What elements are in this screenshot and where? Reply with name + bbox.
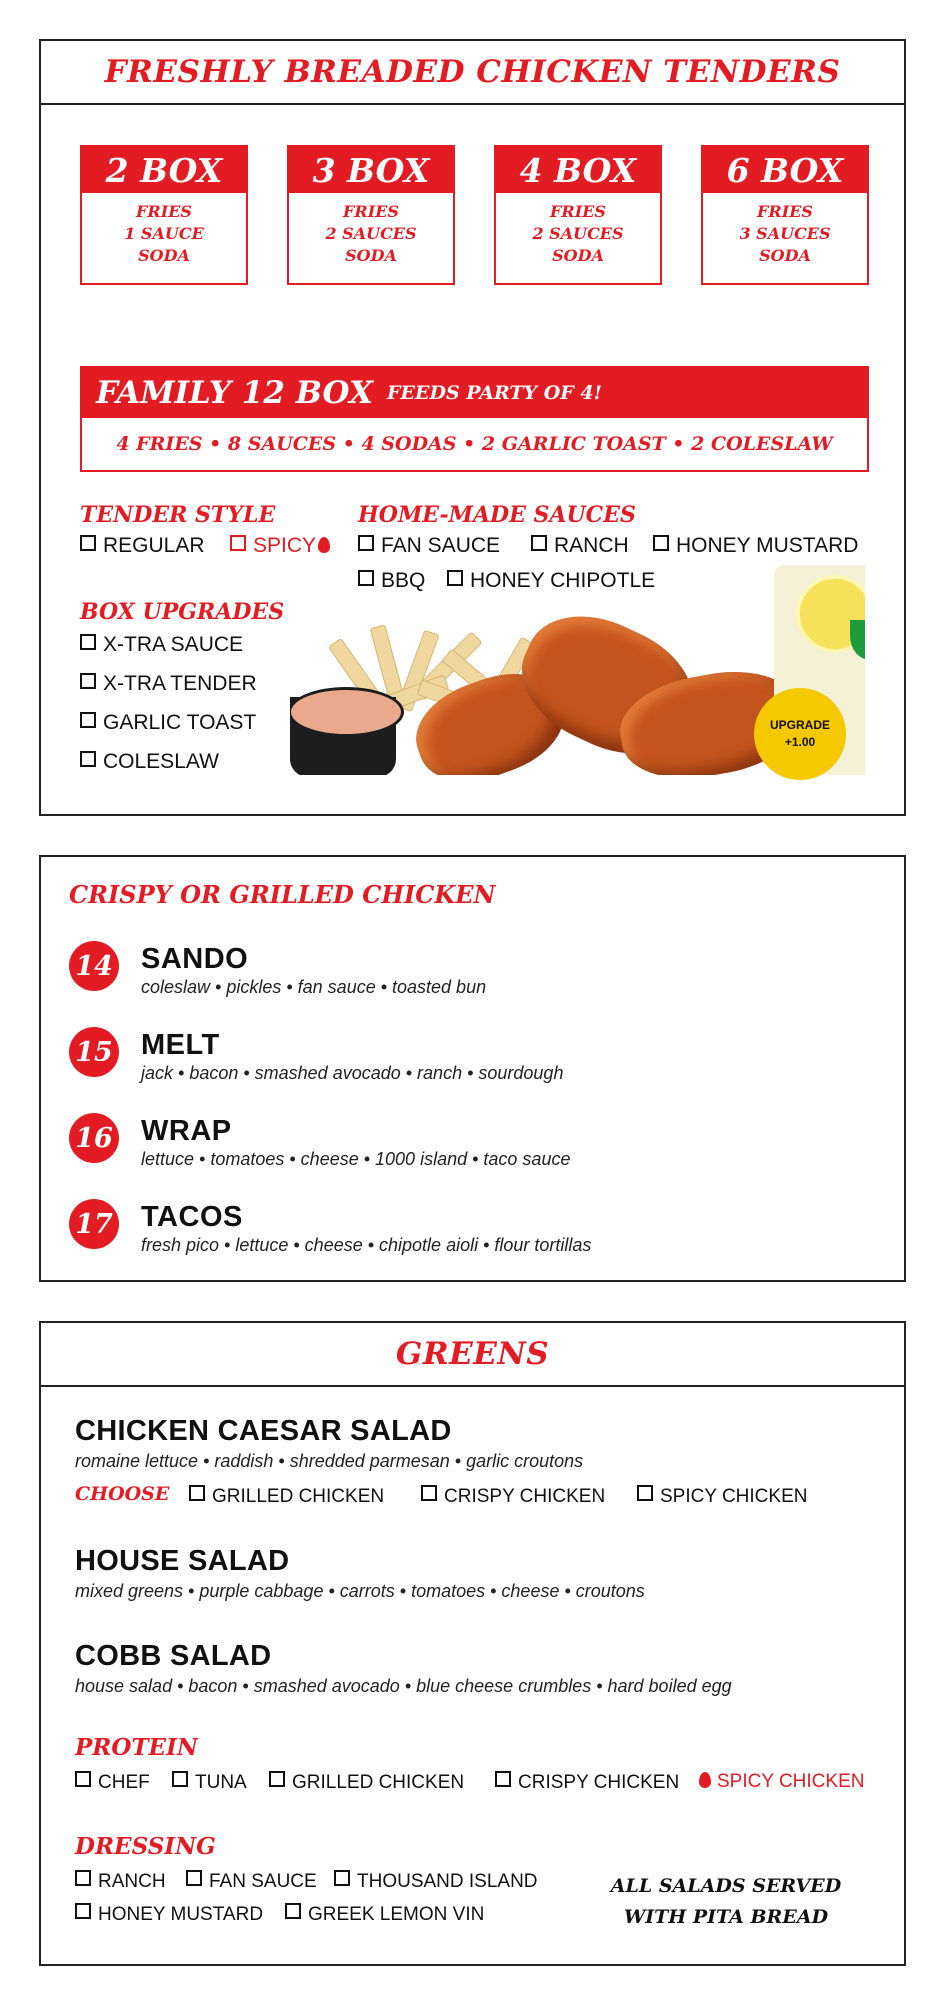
salad-description-cobb: house salad • bacon • smashed avocado • blue cheese crumbles • hard boiled egg (75, 1676, 732, 1696)
salad-name-caesar: CHICKEN CAESAR SALAD (75, 1415, 452, 1447)
checkbox-icon (172, 1771, 188, 1787)
option-regular[interactable] (80, 534, 205, 558)
greens-title: GREENS (395, 1336, 550, 1372)
option-label: CRISPY CHICKEN (444, 1486, 606, 1507)
upgrades-label: BOX UPGRADES (80, 599, 285, 625)
option-label: FAN SAUCE (209, 1871, 317, 1892)
box-line: SODA (759, 246, 811, 265)
family-box (80, 366, 869, 472)
item-number: 16 (69, 1113, 119, 1163)
option-fan-sauce[interactable] (358, 534, 500, 558)
option-label: GRILLED CHICKEN (292, 1772, 465, 1793)
salad-name-cobb: COBB SALAD (75, 1640, 272, 1672)
box-3 (287, 145, 455, 285)
option-label: RANCH (554, 534, 629, 557)
sauces-label: HOME-MADE SAUCES (358, 502, 636, 528)
option-label: SPICY CHICKEN (660, 1486, 808, 1507)
family-name: FAMILY 12 BOX (96, 375, 374, 411)
checkbox-icon (637, 1485, 653, 1501)
item-name: SANDO (141, 943, 249, 975)
upgrade-badge-label: UPGRADE (769, 718, 830, 732)
choose-grilled-chicken[interactable] (189, 1485, 384, 1508)
checkbox-icon (75, 1771, 91, 1787)
option-label: FAN SAUCE (381, 534, 501, 557)
option-label: HONEY MUSTARD (676, 534, 859, 557)
box-line: 2 SAUCES (532, 224, 624, 243)
option-label: SPICY CHICKEN (717, 1771, 865, 1792)
option-label: GARLIC TOAST (103, 711, 257, 734)
option-spicy[interactable] (230, 534, 330, 558)
dressing-greek-lemon-vin[interactable] (285, 1903, 484, 1926)
family-items: 4 FRIES • 8 SAUCES • 4 SODAS • 2 GARLIC TOAST • 2 COLESLAW (116, 433, 833, 455)
tender-style-label: TENDER STYLE (80, 502, 276, 528)
checkbox-icon (285, 1903, 301, 1919)
box-line: SODA (138, 246, 190, 265)
tenders-header (41, 41, 904, 105)
tenders-title: FRESHLY BREADED CHICKEN TENDERS (104, 54, 841, 90)
item-number: 15 (69, 1027, 119, 1077)
box-contents (496, 193, 660, 267)
option-label: SPICY (253, 534, 317, 557)
chicken-section (39, 855, 906, 1282)
box-name: 6 BOX (703, 147, 867, 193)
box-name: 3 BOX (289, 147, 453, 193)
box-2 (80, 145, 248, 285)
box-line: FRIES (136, 202, 192, 221)
option-label: REGULAR (103, 534, 205, 557)
checkbox-icon (189, 1485, 205, 1501)
salad-description-house: mixed greens • purple cabbage • carrots • tomatoes • cheese • croutons (75, 1581, 645, 1601)
protein-tuna[interactable] (172, 1771, 247, 1794)
option-label: BBQ (381, 569, 426, 592)
box-6 (701, 145, 869, 285)
item-number: 17 (69, 1199, 119, 1249)
upgrade-badge (754, 688, 846, 780)
box-line: FRIES (757, 202, 813, 221)
greens-section (39, 1321, 906, 1966)
box-line: SODA (552, 246, 604, 265)
pita-note (581, 1871, 871, 1933)
family-header (82, 368, 867, 418)
protein-chef[interactable] (75, 1771, 150, 1794)
protein-label: PROTEIN (75, 1734, 198, 1761)
item-description: coleslaw • pickles • fan sauce • toasted bun (141, 977, 487, 997)
option-garlic-toast[interactable] (80, 711, 256, 735)
option-label: X-TRA SAUCE (103, 633, 244, 656)
item-description: jack • bacon • smashed avocado • ranch • sourdough (141, 1063, 564, 1083)
dressing-fan-sauce[interactable] (186, 1870, 317, 1893)
salad-name-house: HOUSE SALAD (75, 1545, 290, 1577)
option-label: X-TRA TENDER (103, 672, 257, 695)
option-label: GREEK LEMON VIN (308, 1904, 485, 1925)
item-name: WRAP (141, 1115, 232, 1147)
box-contents (82, 193, 246, 267)
item-name: MELT (141, 1029, 220, 1061)
checkbox-icon (80, 634, 96, 650)
option-honey-mustard[interactable] (653, 534, 858, 558)
choose-spicy-chicken[interactable] (637, 1485, 807, 1508)
dressing-label: DRESSING (75, 1833, 216, 1860)
option-label: THOUSAND ISLAND (357, 1871, 538, 1892)
box-line: FRIES (343, 202, 399, 221)
dressing-thousand-island[interactable] (334, 1870, 538, 1893)
greens-header (41, 1323, 904, 1387)
checkbox-icon (230, 535, 246, 551)
choose-crispy-chicken[interactable] (421, 1485, 605, 1508)
option-label: HONEY CHIPOTLE (470, 569, 656, 592)
checkbox-icon (75, 1903, 91, 1919)
pita-note-line: ALL SALADS SERVED (610, 1875, 842, 1897)
box-line: 2 SAUCES (325, 224, 417, 243)
protein-spicy-chicken[interactable] (699, 1771, 864, 1793)
checkbox-icon (334, 1870, 350, 1886)
option-label: HONEY MUSTARD (98, 1904, 264, 1925)
checkbox-icon (186, 1870, 202, 1886)
dressing-honey-mustard[interactable] (75, 1903, 263, 1926)
option-label: RANCH (98, 1871, 166, 1892)
option-xtra-sauce[interactable] (80, 633, 243, 657)
salad-description-caesar: romaine lettuce • raddish • shredded parmesan • garlic croutons (75, 1451, 584, 1471)
checkbox-icon (358, 535, 374, 551)
sauce-image (290, 687, 404, 737)
option-ranch[interactable] (531, 534, 629, 558)
box-name: 2 BOX (82, 147, 246, 193)
checkbox-icon (653, 535, 669, 551)
box-line: FRIES (550, 202, 606, 221)
item-description: lettuce • tomatoes • cheese • 1000 island • taco sauce (141, 1149, 571, 1169)
box-line: 1 SAUCE (124, 224, 204, 243)
option-label: GRILLED CHICKEN (212, 1486, 385, 1507)
checkbox-icon (269, 1771, 285, 1787)
chicken-title: CRISPY OR GRILLED CHICKEN (69, 880, 496, 909)
option-coleslaw[interactable] (80, 750, 219, 774)
box-4 (494, 145, 662, 285)
checkbox-icon (495, 1771, 511, 1787)
checkbox-icon (421, 1485, 437, 1501)
checkbox-icon (80, 751, 96, 767)
box-name: 4 BOX (496, 147, 660, 193)
option-label: COLESLAW (103, 750, 219, 773)
item-description: fresh pico • lettuce • cheese • chipotle aioli • flour tortillas (141, 1235, 592, 1255)
checkbox-icon (80, 535, 96, 551)
flame-icon (318, 537, 330, 553)
checkbox-icon (80, 673, 96, 689)
box-line: SODA (345, 246, 397, 265)
dressing-ranch[interactable] (75, 1870, 166, 1893)
choose-label: CHOOSE (75, 1483, 170, 1505)
flame-icon (699, 1772, 711, 1788)
checkbox-icon (531, 535, 547, 551)
option-label: TUNA (195, 1772, 247, 1793)
option-label: CRISPY CHICKEN (518, 1772, 680, 1793)
box-contents (289, 193, 453, 267)
option-label: CHEF (98, 1772, 150, 1793)
protein-crispy-chicken[interactable] (495, 1771, 679, 1794)
option-xtra-tender[interactable] (80, 672, 257, 696)
box-contents (703, 193, 867, 267)
checkbox-icon (75, 1870, 91, 1886)
checkbox-icon (80, 712, 96, 728)
pita-note-line: WITH PITA BREAD (623, 1906, 829, 1928)
family-subtitle: FEEDS PARTY OF 4! (387, 382, 602, 404)
box-line: 3 SAUCES (739, 224, 831, 243)
protein-grilled-chicken[interactable] (269, 1771, 464, 1794)
upgrade-badge-price: +1.00 (784, 735, 816, 749)
item-number: 14 (69, 941, 119, 991)
item-name: TACOS (141, 1201, 243, 1233)
